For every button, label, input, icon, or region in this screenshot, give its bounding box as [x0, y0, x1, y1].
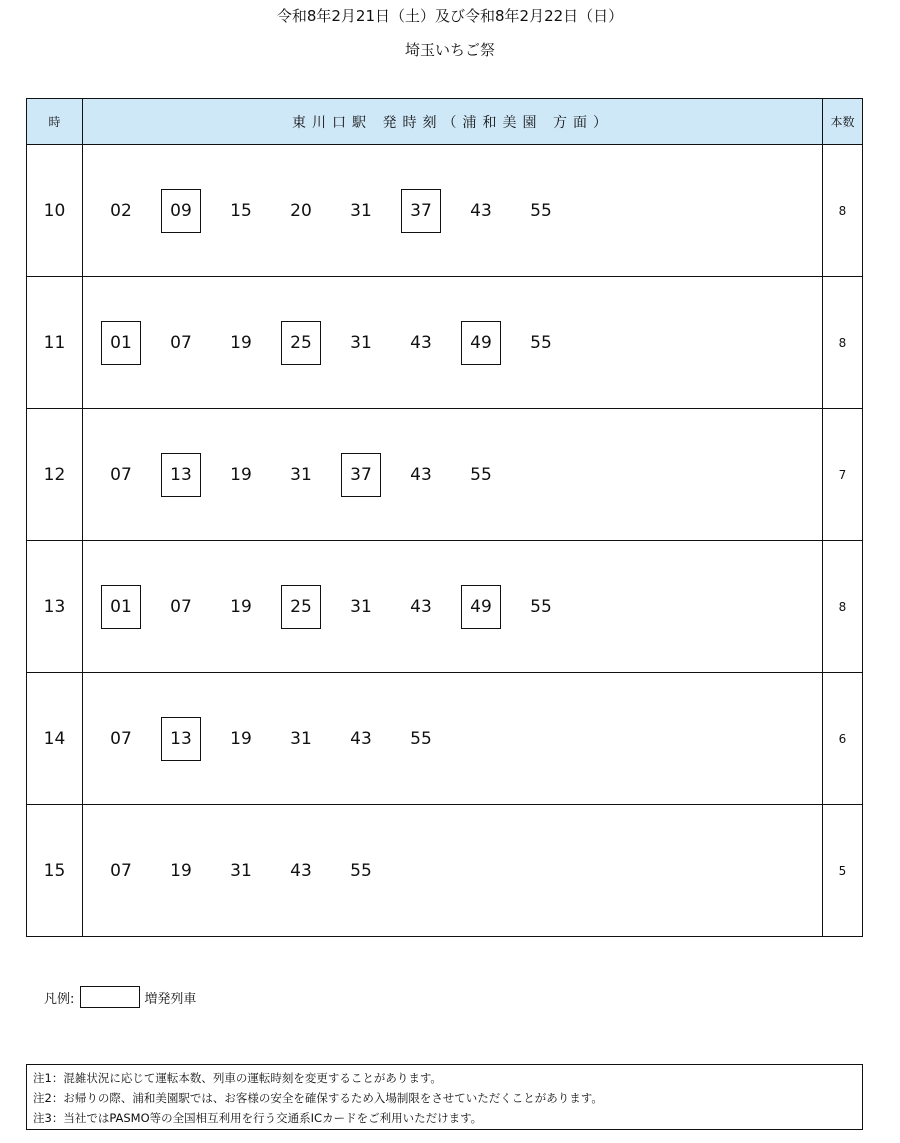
table-row: [27, 145, 863, 277]
hour-cell: 10: [27, 145, 83, 277]
hour-cell: 11: [27, 277, 83, 409]
departure-minute: 19: [230, 464, 252, 485]
legend-label: 凡例:: [44, 991, 75, 1007]
minutes-cell: [83, 805, 823, 937]
departure-minute: 31: [350, 200, 372, 221]
count-cell: 7: [823, 409, 863, 541]
departure-minute: 07: [170, 332, 192, 353]
departure-minute: 55: [410, 728, 432, 749]
timetable-body: [27, 145, 863, 937]
timetable-header-row: [27, 99, 863, 145]
departure-minute: 19: [230, 728, 252, 749]
departure-minute: 43: [290, 860, 312, 881]
note-2: 注2：お帰りの際、浦和美園駅では、お客様の安全を確保するため入場制限をさせていただくことがあります。: [33, 1091, 603, 1105]
departure-minute: 15: [230, 200, 252, 221]
departure-minute: 31: [350, 332, 372, 353]
minutes-cell: [83, 541, 823, 673]
extra-departure-minute: 01: [101, 585, 141, 629]
table-row: [27, 541, 863, 673]
hour-column-header: 時: [27, 99, 83, 145]
minutes-cell: [83, 673, 823, 805]
hour-cell: 12: [27, 409, 83, 541]
legend: [44, 986, 196, 1008]
count-cell: 8: [823, 145, 863, 277]
departure-minute: 55: [530, 332, 552, 353]
extra-departure-minute: 49: [461, 321, 501, 365]
count-cell: 5: [823, 805, 863, 937]
minutes-list: [83, 145, 822, 276]
extra-departure-minute: 13: [161, 717, 201, 761]
table-row: [27, 409, 863, 541]
extra-departure-minute: 13: [161, 453, 201, 497]
minutes-list: [83, 277, 822, 408]
minutes-list: [83, 805, 822, 936]
extra-departure-minute: 37: [341, 453, 381, 497]
hour-cell: 13: [27, 541, 83, 673]
departure-minute: 31: [290, 728, 312, 749]
departure-minute: 43: [470, 200, 492, 221]
departure-minute: 43: [350, 728, 372, 749]
departure-minute: 19: [170, 860, 192, 881]
count-column-header: 本数: [823, 99, 863, 145]
departure-minute: 31: [350, 596, 372, 617]
count-cell: 8: [823, 277, 863, 409]
count-cell: 6: [823, 673, 863, 805]
minutes-cell: [83, 409, 823, 541]
table-row: [27, 277, 863, 409]
departure-minute: 43: [410, 596, 432, 617]
date-line: 令和8年2月21日（土）及び令和8年2月22日（日）: [276, 7, 624, 25]
departure-minute: 07: [110, 464, 132, 485]
departure-minute: 07: [110, 728, 132, 749]
hour-cell: 14: [27, 673, 83, 805]
departure-minute: 07: [110, 860, 132, 881]
departure-minute: 55: [470, 464, 492, 485]
notes-box: [26, 1064, 863, 1130]
extra-departure-minute: 09: [161, 189, 201, 233]
minutes-list: [83, 409, 822, 540]
note-3: 注3：当社ではPASMO等の全国相互利用を行う交通系ICカードをご利用いただけます。: [33, 1111, 483, 1125]
minutes-cell: [83, 277, 823, 409]
extra-departure-minute: 25: [281, 585, 321, 629]
hour-cell: 15: [27, 805, 83, 937]
table-row: [27, 673, 863, 805]
departure-minute: 02: [110, 200, 132, 221]
table-row: [27, 805, 863, 937]
event-title: 埼玉いちご祭: [404, 41, 495, 59]
departure-minute: 19: [230, 332, 252, 353]
departure-minute: 31: [290, 464, 312, 485]
departure-minute: 07: [170, 596, 192, 617]
departure-minute: 31: [230, 860, 252, 881]
count-cell: 8: [823, 541, 863, 673]
departure-minute: 43: [410, 464, 432, 485]
departure-minute: 19: [230, 596, 252, 617]
departure-minute: 20: [290, 200, 312, 221]
minutes-list: [83, 541, 822, 672]
departure-column-header: 東川口駅 発時刻（浦和美園 方面）: [83, 99, 823, 145]
departure-minute: 55: [530, 596, 552, 617]
timetable: [26, 98, 863, 937]
extra-departure-minute: 25: [281, 321, 321, 365]
extra-departure-minute: 01: [101, 321, 141, 365]
legend-extra-train-box: [80, 986, 140, 1008]
minutes-cell: [83, 145, 823, 277]
departure-minute: 43: [410, 332, 432, 353]
departure-minute: 55: [530, 200, 552, 221]
legend-meaning: 増発列車: [144, 991, 197, 1007]
departure-minute: 55: [350, 860, 372, 881]
minutes-list: [83, 673, 822, 804]
extra-departure-minute: 49: [461, 585, 501, 629]
extra-departure-minute: 37: [401, 189, 441, 233]
note-1: 注1：混雑状況に応じて運転本数、列車の運転時刻を変更することがあります。: [33, 1071, 442, 1085]
